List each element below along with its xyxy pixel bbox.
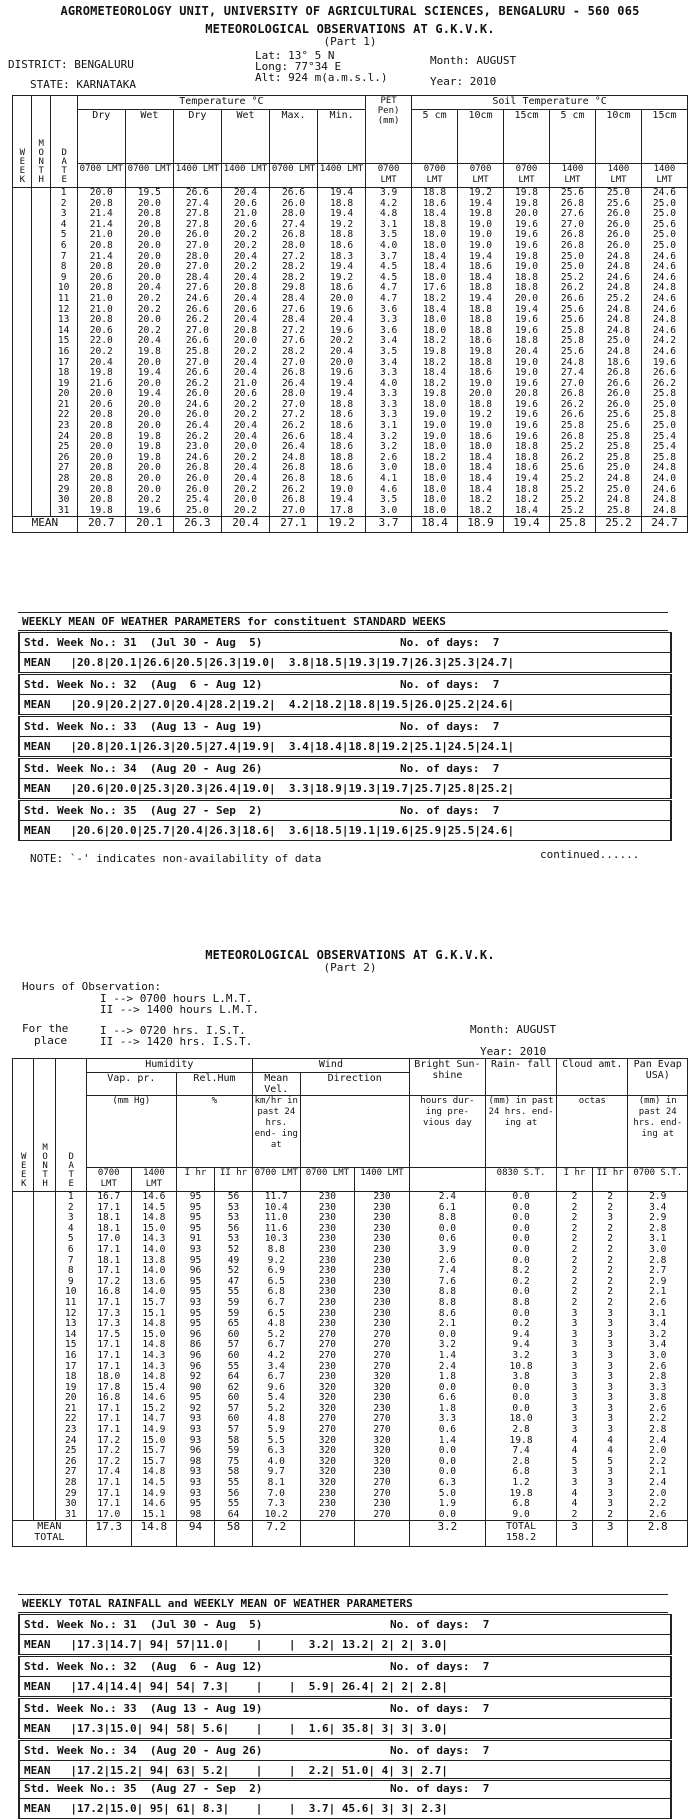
week-mean: MEAN |17.2|15.2| 94| 63| 5.2| | | 2.2| 51.0| 4| 3| 2.7| — [20, 1760, 670, 1780]
time-2: 1400 LMT — [131, 1168, 176, 1192]
week-head: Std. Week No.: 32 (Aug 6 - Aug 12) No. of days: 7 — [24, 1660, 490, 1673]
col-dry-0700: Dry — [77, 110, 125, 164]
location-block — [255, 50, 387, 83]
col-max: Max. — [270, 110, 318, 164]
week-block — [18, 1778, 672, 1819]
unit-line: AGROMETEOROLOGY UNIT, UNIVERSITY OF AGRICULTURAL SCIENCES, BENGALURU - 560 065 — [60, 4, 640, 18]
week-block — [18, 1656, 672, 1697]
mean-value: 3 — [592, 1521, 628, 1547]
soil-temp-header: Soil Temperature °C — [412, 96, 688, 110]
col-soil15-am: 15cm — [504, 110, 550, 164]
part1-subtitle: (Part 1) — [323, 35, 377, 48]
vel-unit: km/hr in past 24 hrs. end- ing at — [253, 1096, 301, 1168]
month-header: MONTH — [34, 1059, 55, 1192]
pan-evap-header: Pan Evap USA) — [628, 1059, 688, 1096]
time-11: II hr — [592, 1168, 628, 1192]
rain-unit: (mm) in past 24 hrs. end- ing at — [485, 1096, 556, 1168]
time-6: 0700 LMT — [300, 1168, 355, 1192]
place-label: place — [34, 1034, 68, 1047]
mean-value: 24.7 — [641, 517, 687, 533]
week-mean: MEAN |17.3|14.7| 94| 57|11.0| | | 3.2| 13.2| 2| 2| 3.0| — [20, 1634, 670, 1654]
mean-value: 2.8 — [628, 1521, 688, 1547]
week-block — [18, 1614, 672, 1655]
part2-subtitle: (Part 2) — [323, 961, 377, 974]
data-wet-0700: 19.5 20.0 20.8 20.8 20.0 20.0 20.0 20.0 20.0 20.4 20.2 20.2 20.0 20.2 20.4 19.8 20.0 19.4 20.0 19.4 20.0 20.0 20.0 19.8 19.8 19.8 20.0 20.0 20.0 20.2 19.6 — [125, 188, 173, 517]
part2-weekly-section — [18, 1594, 668, 1613]
lat-label: Lat: 13° 5 N — [255, 49, 335, 62]
time-4: II hr — [215, 1168, 253, 1192]
time-9: 0830 S.T. — [485, 1168, 556, 1192]
data-vap-1400: 14.6 14.5 14.8 15.0 14.3 14.0 13.8 14.0 13.6 14.0 15.7 15.1 14.8 15.0 14.8 14.3 14.3 14.8 15.4 14.6 15.2 14.7 14.9 15.0 15.7 15.7 14.8 14.5 14.9 14.6 15.1 — [131, 1192, 176, 1521]
mean-value: 25.8 — [550, 517, 596, 533]
pan-unit: (mm) in past 24 hrs. end- ing at — [628, 1096, 688, 1168]
mean-value: 94 — [176, 1521, 214, 1547]
week-header: WEEK — [13, 96, 32, 188]
part1-weekly-section — [18, 612, 668, 631]
time-7: 1400 LMT — [355, 1168, 410, 1192]
direction-header: Direction — [300, 1073, 409, 1096]
week-mean: MEAN |17.4|14.4| 94| 54| 7.3| | | 5.9| 26.4| 2| 2| 2.8| — [20, 1676, 670, 1696]
week-head: Std. Week No.: 35 (Aug 27 - Sep 2) No. of days: 7 — [24, 804, 500, 817]
time-6: 1400 LMT — [318, 164, 366, 188]
mean-value: 25.2 — [595, 517, 641, 533]
week-header: WEEK — [13, 1059, 34, 1192]
week-block — [18, 716, 672, 757]
direction-unit — [300, 1096, 409, 1168]
long-label: Long: 77°34 E — [255, 60, 342, 73]
time-5: 0700 LMT — [253, 1168, 301, 1192]
mean-value — [300, 1521, 355, 1547]
note-text: NOTE: `-' indicates non-availability of data — [30, 852, 322, 865]
col-soil10-pm: 10cm — [595, 110, 641, 164]
week-head: Std. Week No.: 31 (Jul 30 - Aug 5) No. of days: 7 — [24, 636, 500, 649]
col-dry-1400: Dry — [173, 110, 221, 164]
mean-value: 20.4 — [221, 517, 269, 533]
mean-value: 7.2 — [253, 1521, 301, 1547]
continued-text: continued...... — [540, 848, 640, 861]
data-wind-vel: 11.7 10.4 11.0 11.6 10.3 8.8 9.2 6.9 6.5 6.8 6.7 6.5 4.8 5.2 6.7 4.2 3.4 6.7 9.6 5.4 5.2 4.8 5.9 5.5 6.3 4.0 9.7 8.1 7.0 7.3 10.2 — [253, 1192, 301, 1521]
data-max: 26.6 26.0 28.0 27.4 26.8 28.0 27.2 28.2 28.2 29.8 28.4 27.6 28.4 27.2 27.6 28.2 27.0 26.8 26.4 28.0 27.0 27.2 26.2 26.6 26.4 24.8 26.8 26.8 26.2 26.8 27.0 — [270, 188, 318, 517]
week-head: Std. Week No.: 34 (Aug 20 - Aug 26) No. of days: 7 — [24, 1744, 490, 1757]
part2-title: METEOROLOGICAL OBSERVATIONS AT G.K.V.K. — [205, 948, 495, 962]
week-mean: MEAN |20.6|20.0|25.7|20.4|26.3|18.6| 3.6|18.5|19.1|19.6|25.9|25.5|24.6| — [20, 820, 670, 840]
district-label: DISTRICT: BENGALURU — [8, 58, 134, 71]
rel-hum-header: Rel.Hum — [176, 1073, 252, 1096]
ist-2: II --> 1420 hrs. I.S.T. — [100, 1035, 253, 1048]
time-4: 1400 LMT — [221, 164, 269, 188]
week-block — [18, 800, 672, 841]
part2-year-label: Year: 2010 — [480, 1045, 547, 1058]
week-mean: MEAN |17.3|15.0| 94| 58| 5.6| | | 1.6| 35.8| 3| 3| 3.0| — [20, 1718, 670, 1738]
data-pan-evap: 2.9 3.4 2.9 2.8 3.1 3.0 2.8 2.7 2.9 2.1 2.6 3.1 3.4 3.2 3.4 3.0 2.6 2.8 3.3 3.8 2.6 2.2 2.8 2.4 2.0 2.2 2.1 2.4 2.0 2.2 2.6 — [628, 1192, 688, 1521]
week-mean: MEAN |20.9|20.2|27.0|20.4|28.2|19.2| 4.2|18.2|18.8|19.5|26.0|25.2|24.6| — [20, 694, 670, 714]
temperature-header: Temperature °C — [77, 96, 365, 110]
col-min: Min. — [318, 110, 366, 164]
time-8 — [409, 1168, 485, 1192]
month-label: Month: AUGUST — [430, 54, 517, 67]
data-soil5-pm: 25.6 26.8 27.6 27.0 26.8 26.8 25.0 25.0 25.2 26.2 26.6 25.6 25.6 25.8 25.8 25.6 24.8 27.4 27.0 26.8 26.2 26.6 25.8 26.8 25.2 26.2 25.6 25.2 25.2 25.2 25.2 — [550, 188, 596, 517]
time-5: 0700 LMT — [270, 164, 318, 188]
week-head: Std. Week No.: 34 (Aug 20 - Aug 26) No. of days: 7 — [24, 762, 500, 775]
vap-unit: (mm Hg) — [86, 1096, 176, 1168]
mean-total-label: MEAN TOTAL — [13, 1521, 87, 1547]
data-rainfall: 0.0 0.0 0.0 0.0 0.0 0.0 0.0 8.2 0.2 0.0 8.8 0.0 0.2 9.4 9.4 3.2 10.8 3.8 0.0 0.0 0.0 18.0 2.8 19.8 7.4 2.8 6.8 1.2 19.8 6.8 9.0 — [485, 1192, 556, 1521]
data-wind-dir-0700: 230 230 230 230 230 230 230 230 230 230 230 230 230 270 270 270 230 230 320 320 320 270 270 320 320 320 320 320 230 230 270 — [300, 1192, 355, 1521]
mean-value: 26.3 — [173, 517, 221, 533]
month-col — [31, 188, 50, 517]
vap-pr-header: Vap. pr. — [86, 1073, 176, 1096]
data-soil5-am: 18.8 18.6 18.4 18.8 18.0 18.0 18.4 18.4 18.0 17.6 18.2 18.4 18.0 18.0 18.2 19.8 18.2 18.4 18.2 19.8 18.0 19.0 19.0 19.0 18.0 18.2 18.0 18.0 18.0 18.0 18.0 — [412, 188, 458, 517]
bright-sunshine-header: Bright Sun- shine — [409, 1059, 485, 1096]
data-rh-i: 95 95 95 95 91 93 95 96 95 95 93 95 95 96 86 96 96 92 90 95 92 93 93 93 96 98 93 93 93 95 98 — [176, 1192, 214, 1521]
data-wind-dir-1400: 230 230 230 230 230 230 230 230 230 230 230 230 230 270 270 270 270 320 320 230 230 270 270 320 320 320 230 270 270 230 270 — [355, 1192, 410, 1521]
time-12: 0700 S.T. — [628, 1168, 688, 1192]
date-header: DATE — [55, 1059, 86, 1192]
mean-value: 20.1 — [125, 517, 173, 533]
week-block — [18, 632, 672, 673]
total-rainfall: TOTAL 158.2 — [485, 1521, 556, 1547]
data-cloud-i: 2 2 2 2 2 2 2 2 2 2 2 3 3 3 3 3 3 3 3 3 3 3 3 4 4 5 3 3 4 4 2 — [557, 1192, 593, 1521]
data-dry-1400: 26.6 27.4 27.8 27.8 26.0 27.0 28.0 27.0 28.4 27.6 24.6 26.6 26.2 27.0 26.6 25.8 27.0 26.6 26.2 26.0 24.6 26.0 26.4 26.2 23.0 24.6 26.8 26.0 26.0 25.4 25.0 — [173, 188, 221, 517]
cloud-header: Cloud amt. — [557, 1059, 628, 1096]
hours-label: Hours of Observation: — [22, 980, 162, 993]
date-header: DATE — [50, 96, 77, 188]
week-block — [18, 758, 672, 799]
mean-vel-header: Mean Vel. — [253, 1073, 301, 1096]
hours-2: II --> 1400 hours L.M.T. — [100, 1003, 259, 1016]
mean-value: 19.2 — [318, 517, 366, 533]
mean-label: MEAN — [13, 517, 78, 533]
ist-1: I --> 0720 hrs. I.S.T. — [100, 1024, 246, 1037]
humidity-header: Humidity — [86, 1059, 252, 1073]
data-sunshine: 2.4 6.1 8.8 0.0 0.6 3.9 2.6 7.4 7.6 8.8 8.8 8.6 2.1 0.0 3.2 1.4 2.4 1.8 0.0 6.6 1.8 3.3 0.6 1.4 0.0 0.0 0.0 6.3 5.0 1.9 0.0 — [409, 1192, 485, 1521]
time-3: 1400 LMT — [173, 164, 221, 188]
rainfall-header: Rain- fall — [485, 1059, 556, 1096]
time-11: 1400 LMT — [550, 164, 596, 188]
week-mean: MEAN |20.8|20.1|26.3|20.5|27.4|19.9| 3.4|18.4|18.8|19.2|25.1|24.5|24.1| — [20, 736, 670, 756]
time-1: 0700 LMT — [86, 1168, 131, 1192]
part1-title: METEOROLOGICAL OBSERVATIONS AT G.K.V.K. — [205, 22, 495, 36]
data-soil15-pm: 24.6 25.0 25.0 25.6 25.0 25.0 24.6 24.6 24.6 24.8 24.6 24.6 24.8 24.6 24.2 24.6 19.6 26.6 26.2 25.8 25.0 25.8 25.0 25.4 25.4 25.8 24.8 24.0 24.6 24.8 24.8 — [641, 188, 687, 517]
week-mean: MEAN |20.6|20.0|25.3|20.3|26.4|19.0| 3.3|18.9|19.3|19.7|25.7|25.8|25.2| — [20, 778, 670, 798]
data-dry-0700: 20.0 20.8 21.4 21.4 21.0 20.8 21.4 20.8 20.6 20.8 21.0 21.0 20.8 20.6 22.0 20.2 20.4 19.8 21.6 20.0 20.6 20.8 20.8 20.8 20.0 20.0 20.8 20.8 20.8 20.8 19.8 — [77, 188, 125, 517]
week-head: Std. Week No.: 32 (Aug 6 - Aug 12) No. of days: 7 — [24, 678, 500, 691]
data-soil10-am: 19.2 19.4 19.8 19.0 19.0 19.0 19.4 18.6 18.4 18.8 19.4 18.8 18.8 18.8 18.6 19.8 18.8 18.6 19.0 20.0 18.8 19.2 19.0 18.6 18.0 18.4 18.4 18.4 18.4 18.2 18.2 — [458, 188, 504, 517]
week-block — [18, 1698, 672, 1739]
week-head: Std. Week No.: 33 (Aug 13 - Aug 19) No. of days: 7 — [24, 720, 500, 733]
time-2: 0700 LMT — [125, 164, 173, 188]
time-3: I hr — [176, 1168, 214, 1192]
time-7: 0700 LMT — [366, 164, 412, 188]
data-rh-ii: 56 53 53 56 53 52 49 52 47 55 59 59 65 60 57 60 55 64 62 60 57 60 57 58 59 75 58 55 56 55 64 — [215, 1192, 253, 1521]
date-column: 1 2 3 4 5 6 7 8 9 10 11 12 13 14 15 16 17 18 19 20 21 22 23 24 25 26 27 28 29 30 31 — [55, 1192, 86, 1521]
col-wet-0700: Wet — [125, 110, 173, 164]
hours-1: I --> 0700 hours L.M.T. — [100, 992, 253, 1005]
weekly-title: WEEKLY MEAN OF WEATHER PARAMETERS for constituent STANDARD WEEKS — [18, 612, 668, 631]
data-soil15-am: 19.8 19.8 20.0 19.6 19.6 19.6 19.8 19.0 18.8 18.8 20.0 19.4 19.6 19.6 18.8 20.4 19.0 19.0 19.6 20.8 19.6 19.6 19.6 19.6 18.8 18.8 18.6 19.4 18.8 18.2 18.4 — [504, 188, 550, 517]
mean-value: 58 — [215, 1521, 253, 1547]
state-label: STATE: KARNATAKA — [30, 78, 136, 91]
mean-value: 20.7 — [77, 517, 125, 533]
week-block — [18, 674, 672, 715]
bright-unit: hours dur- ing pre- vious day — [409, 1096, 485, 1168]
weekly-title: WEEKLY TOTAL RAINFALL and WEEKLY MEAN OF WEATHER PARAMETERS — [18, 1594, 668, 1613]
alt-label: Alt: 924 m(a.m.s.l.) — [255, 71, 388, 84]
relhum-unit: % — [176, 1096, 252, 1168]
mean-value: 3.7 — [366, 517, 412, 533]
time-8: 0700 LMT — [412, 164, 458, 188]
week-block — [18, 1740, 672, 1781]
col-soil5-am: 5 cm — [412, 110, 458, 164]
month-header: MONTH — [31, 96, 50, 188]
time-12: 1400 LMT — [595, 164, 641, 188]
mean-value: 27.1 — [270, 517, 318, 533]
col-soil15-pm: 15cm — [641, 110, 687, 164]
data-vap-0700: 16.7 17.1 18.1 18.1 17.0 17.1 18.1 17.1 17.2 16.8 17.1 17.3 17.3 17.5 17.1 17.1 17.1 18.0 17.8 16.8 17.1 17.1 17.1 17.2 17.2 17.2 17.4 17.1 17.1 17.1 17.0 — [86, 1192, 131, 1521]
time-9: 0700 LMT — [458, 164, 504, 188]
time-1: 0700 LMT — [77, 164, 125, 188]
week-col — [13, 1192, 34, 1521]
mean-value: 18.4 — [412, 517, 458, 533]
part1-daily-table — [12, 95, 688, 533]
mean-value: 3 — [557, 1521, 593, 1547]
year-label: Year: 2010 — [430, 75, 497, 88]
mean-value: 18.9 — [458, 517, 504, 533]
week-head: Std. Week No.: 33 (Aug 13 - Aug 19) No. of days: 7 — [24, 1702, 490, 1715]
time-10: 0700 LMT — [504, 164, 550, 188]
data-pet: 3.9 4.2 4.8 3.1 3.5 4.0 3.7 4.5 4.5 4.7 4.7 3.6 3.3 3.6 3.4 3.5 3.4 3.3 4.0 3.3 3.3 3.3 3.1 3.2 3.2 2.6 3.0 4.1 4.6 3.5 3.0 — [366, 188, 412, 517]
mean-value: 17.3 — [86, 1521, 131, 1547]
data-min: 19.4 18.8 19.4 19.2 18.8 18.6 18.3 19.4 19.2 18.6 20.0 19.6 20.4 19.6 20.2 20.4 20.0 19.6 19.4 19.4 18.8 18.6 18.6 18.4 18.6 18.8 18.6 18.6 19.0 19.4 17.8 — [318, 188, 366, 517]
for-the-label: For the — [22, 1022, 69, 1035]
week-mean: MEAN |17.2|15.0| 95| 61| 8.3| | | 3.7| 45.6| 3| 3| 2.3| — [20, 1798, 670, 1818]
time-13: 1400 LMT — [641, 164, 687, 188]
col-soil5-pm: 5 cm — [550, 110, 596, 164]
week-head: Std. Week No.: 35 (Aug 27 - Sep 2) No. of days: 7 — [24, 1782, 490, 1795]
col-wet-1400: Wet — [221, 110, 269, 164]
wind-header: Wind — [253, 1059, 410, 1073]
week-col — [13, 188, 32, 517]
data-soil10-pm: 25.0 25.6 26.0 26.0 26.0 26.0 24.8 24.8 24.6 24.8 25.2 24.8 24.8 24.8 25.0 24.8 18.6 26.8 26.6 26.0 26.0 25.6 25.6 25.8 25.8 25.8 25.0 24.8 25.0 24.8 25.8 — [595, 188, 641, 517]
month-col — [34, 1192, 55, 1521]
mean-value: 14.8 — [131, 1521, 176, 1547]
data-wet-1400: 20.4 20.6 21.0 20.6 20.2 20.2 20.4 20.2 20.4 20.8 20.4 20.6 20.4 20.8 20.0 20.2 20.4 20.4 21.0 20.6 20.2 20.2 20.4 20.4 20.0 20.2 20.4 20.4 20.2 20.0 20.2 — [221, 188, 269, 517]
part2-daily-table — [12, 1058, 688, 1547]
week-head: Std. Week No.: 31 (Jul 30 - Aug 5) No. of days: 7 — [24, 1618, 490, 1631]
data-cloud-ii: 2 2 3 2 2 2 2 2 2 2 2 3 3 3 3 3 3 3 3 3 3 3 3 4 4 5 3 3 3 3 2 — [592, 1192, 628, 1521]
mean-value — [355, 1521, 410, 1547]
cloud-unit: octas — [557, 1096, 628, 1168]
week-mean: MEAN |20.8|20.1|26.6|20.5|26.3|19.0| 3.8|18.5|19.3|19.7|26.3|25.3|24.7| — [20, 652, 670, 672]
col-soil10-am: 10cm — [458, 110, 504, 164]
part2-month-label: Month: AUGUST — [470, 1023, 557, 1036]
pet-header: PET Pen) (mm) — [366, 96, 412, 164]
mean-value: 19.4 — [504, 517, 550, 533]
mean-value: 3.2 — [409, 1521, 485, 1547]
date-column: 1 2 3 4 5 6 7 8 9 10 11 12 13 14 15 16 17 18 19 20 21 22 23 24 25 26 27 28 29 30 31 — [50, 188, 77, 517]
time-10: I hr — [557, 1168, 593, 1192]
